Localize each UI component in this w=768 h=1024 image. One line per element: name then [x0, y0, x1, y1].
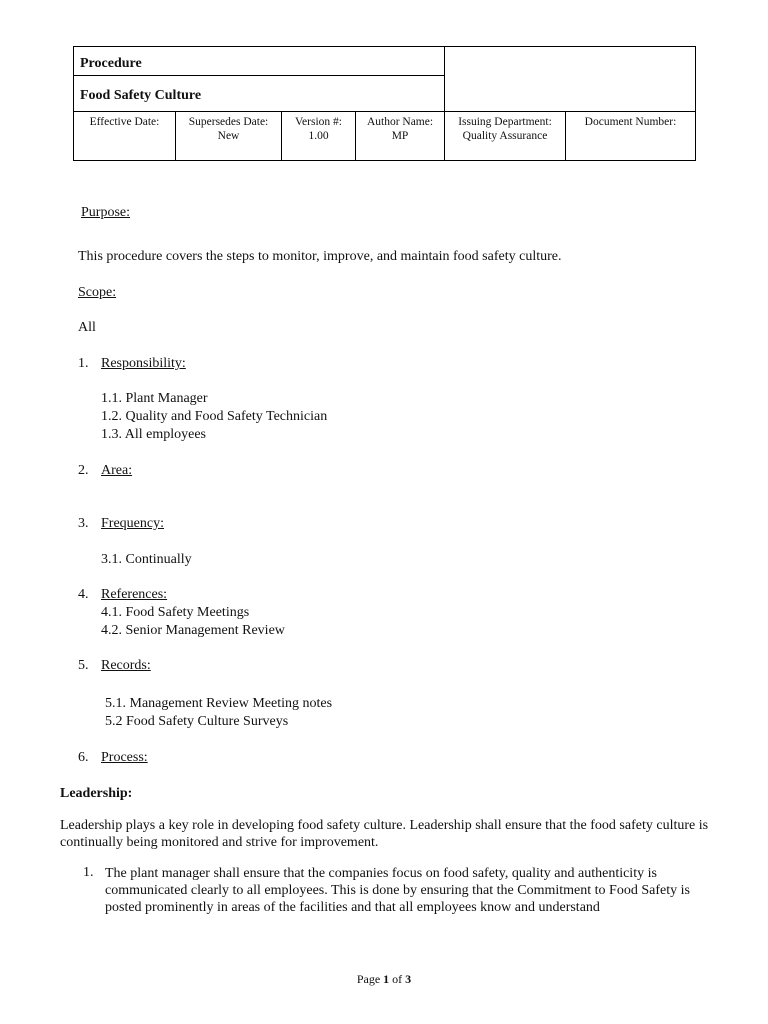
page-footer	[0, 972, 768, 987]
list-item: 4.1. Food Safety Meetings	[101, 605, 250, 620]
list-item: 4.2. Senior Management Review	[101, 623, 285, 638]
responsibility-heading: Responsibility:	[101, 356, 186, 371]
references-heading: References:	[101, 587, 168, 602]
leadership-intro: Leadership plays a key role in developing food safety culture. Leadership shall ensure that the food safety culture is continually being monitored and strive for improvement.	[60, 818, 709, 850]
issuing-department-label: Issuing Department:	[458, 116, 552, 128]
purpose-text: This procedure covers the steps to monitor, improve, and maintain food safety culture.	[78, 249, 562, 264]
author-value: MP	[391, 130, 409, 142]
effective-date-cell	[74, 112, 176, 161]
area-heading: Area:	[101, 463, 133, 478]
scope-heading: Scope:	[78, 285, 117, 300]
section-number: 3.	[78, 516, 89, 531]
footer-page-total: 3	[405, 972, 412, 986]
records-heading: Records:	[101, 658, 151, 673]
section-number: 1.	[78, 356, 89, 371]
section-number: 4.	[78, 587, 89, 602]
list-item: 1.1. Plant Manager	[101, 391, 208, 406]
leadership-item-number: 1.	[83, 865, 94, 880]
list-item: 5.1. Management Review Meeting notes	[105, 696, 333, 711]
leadership-item-text: The plant manager shall ensure that the companies focus on food safety, quality and authenticity is communicated clearly to all employees. This is done by ensuring that the Commitment to Food Safety is posted prominently in areas of the facilities and that all employees know and understand	[105, 866, 690, 915]
list-item: 3.1. Continually	[101, 552, 192, 567]
footer-of-word: of	[392, 972, 403, 986]
list-item: 1.2. Quality and Food Safety Technician	[101, 409, 328, 424]
author-label: Author Name:	[366, 116, 434, 128]
supersedes-date-label: Supersedes Date:	[188, 116, 269, 128]
section-number: 6.	[78, 750, 89, 765]
document-number-cell	[566, 112, 696, 161]
leadership-heading: Leadership:	[60, 786, 133, 801]
supersedes-date-value: New	[217, 130, 240, 142]
frequency-heading: Frequency:	[101, 516, 164, 531]
section-number: 5.	[78, 658, 89, 673]
purpose-heading: Purpose:	[81, 205, 130, 220]
supersedes-date-cell	[176, 112, 282, 161]
procedure-label: Procedure	[74, 47, 445, 76]
author-cell	[356, 112, 445, 161]
footer-page-word: Page	[356, 972, 381, 986]
scope-text: All	[78, 320, 96, 335]
document-title: Food Safety Culture	[74, 76, 445, 112]
section-number: 2.	[78, 463, 89, 478]
effective-date-label: Effective Date:	[89, 116, 160, 128]
list-item: 1.3. All employees	[101, 427, 206, 442]
version-label: Version #:	[295, 116, 342, 128]
version-value: 1.00	[308, 130, 329, 142]
header-blank-cell	[445, 47, 696, 112]
procedure-header-table	[73, 46, 696, 161]
issuing-department-cell	[445, 112, 566, 161]
version-cell	[282, 112, 356, 161]
footer-page-current: 1	[383, 972, 390, 986]
document-number-label: Document Number:	[584, 116, 677, 128]
process-heading: Process:	[101, 750, 148, 765]
issuing-department-value: Quality Assurance	[462, 130, 548, 142]
list-item: 5.2 Food Safety Culture Surveys	[105, 714, 289, 729]
